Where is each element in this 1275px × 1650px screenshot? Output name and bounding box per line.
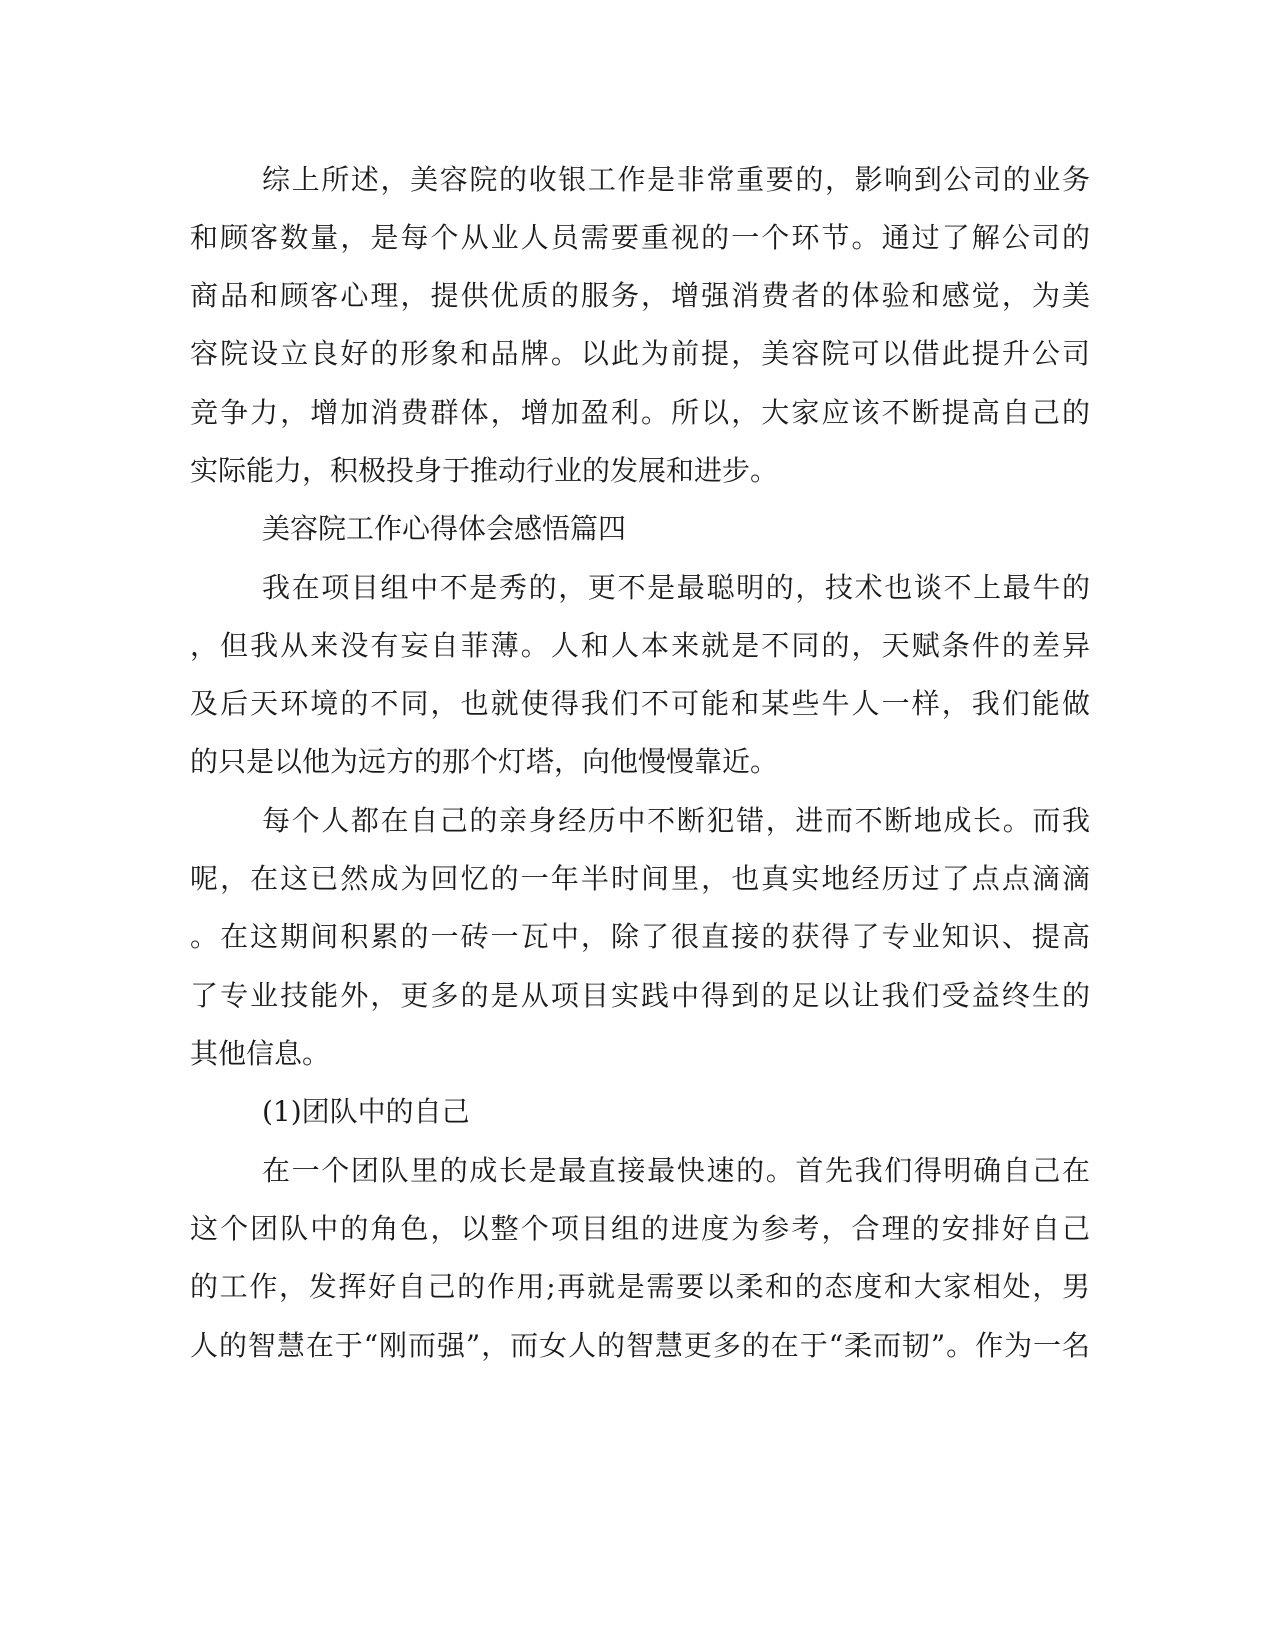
paragraph-4-line-3: 的工作，发挥好自己的作用;再就是需要以柔和的态度和大家相处，男 (190, 1270, 1090, 1303)
paragraph-1-line-6: 实际能力，积极投身于推动行业的发展和进步。 (190, 454, 779, 487)
paragraph-2-line-4: 的只是以他为远方的那个灯塔，向他慢慢靠近。 (190, 745, 779, 778)
paragraph-1-line-3: 商品和顾客心理，提供优质的服务，增强消费者的体验和感觉，为美 (190, 279, 1090, 312)
paragraph-2-line-1: 我在项目组中不是秀的，更不是最聪明的，技术也谈不上最牛的 (262, 571, 1090, 604)
section-heading: 美容院工作心得体会感悟篇四 (262, 512, 627, 545)
paragraph-4-line-4: 人的智慧在于“刚而强”，而女人的智慧更多的在于“柔而韧”。作为一名 (190, 1329, 1090, 1362)
paragraph-3-line-2: 呢，在这已然成为回忆的一年半时间里，也真实地经历过了点点滴滴 (190, 862, 1090, 895)
subheading-team-self: (1)团队中的自己 (262, 1095, 470, 1128)
paragraph-3-line-1: 每个人都在自己的亲身经历中不断犯错，进而不断地成长。而我 (262, 804, 1090, 837)
paragraph-3-line-4: 了专业技能外，更多的是从项目实践中得到的足以让我们受益终生的 (190, 979, 1090, 1012)
paragraph-2-line-2: ，但我从来没有妄自菲薄。人和人本来就是不同的，天赋条件的差异 (190, 629, 1090, 662)
paragraph-4-line-2: 这个团队中的角色，以整个项目组的进度为参考，合理的安排好自己 (190, 1212, 1090, 1245)
paragraph-3-line-3: 。在这期间积累的一砖一瓦中，除了很直接的获得了专业知识、提高 (190, 920, 1090, 953)
paragraph-2-line-3: 及后天环境的不同，也就使得我们不可能和某些牛人一样，我们能做 (190, 687, 1090, 720)
paragraph-1-line-4: 容院设立良好的形象和品牌。以此为前提，美容院可以借此提升公司 (190, 337, 1090, 370)
paragraph-4-line-1: 在一个团队里的成长是最直接最快速的。首先我们得明确自己在 (262, 1154, 1090, 1187)
paragraph-1-line-2: 和顾客数量，是每个从业人员需要重视的一个环节。通过了解公司的 (190, 221, 1090, 254)
paragraph-1-line-5: 竞争力，增加消费群体，增加盈利。所以，大家应该不断提高自己的 (190, 396, 1090, 429)
paragraph-3-line-5: 其他信息。 (190, 1037, 331, 1070)
paragraph-1-line-1: 综上所述，美容院的收银工作是非常重要的，影响到公司的业务 (262, 163, 1090, 196)
